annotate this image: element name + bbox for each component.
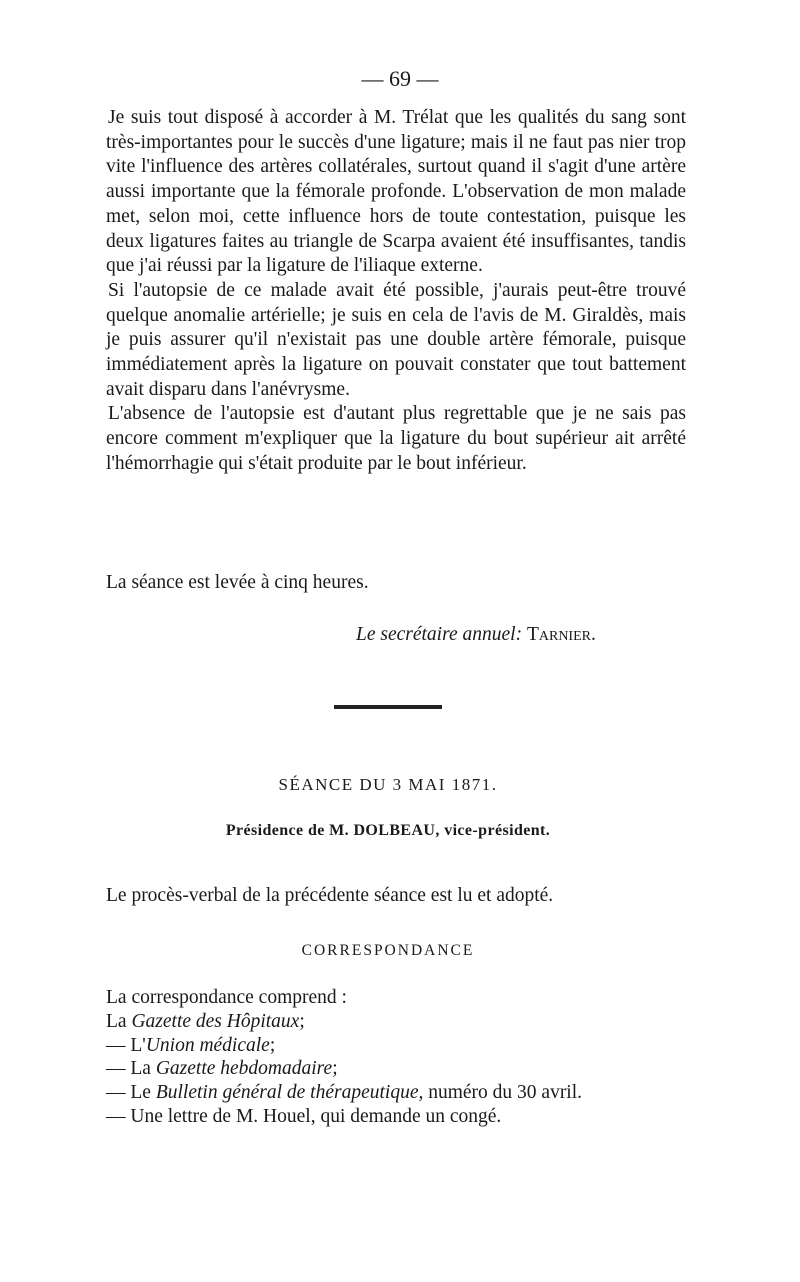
signature-name: Tarnier.: [526, 624, 596, 645]
list-item-prefix: — Le: [106, 1082, 156, 1104]
signature-role: Le secrétaire annuel:: [356, 624, 523, 645]
paragraph-absence: L'absence de l'autopsie est d'autant plus regrettable que je ne sais pas encore comment m'expliquer que la ligature du bout supérieur ait arrêté l'hémorrhagie qui s'était produite par le bout inférieur.: [106, 403, 686, 474]
list-item-suffix: numéro du 30 avril.: [423, 1082, 583, 1104]
paragraph-ligature: Je suis tout disposé à accorder à M. Trélat que les qualités du sang sont très-importantes pour le succès d'une ligature; mais il ne faut pas nier trop vite l'influence des artères collatérales, surtout quand il s'agit d'une artère aussi importante que la fémorale profonde. L'observation de mon malade met, selon moi, cette influence hors de toute contestation, puisque les deux ligatures faites au triangle de Scarpa avaient été insuffisantes, tandis que j'ai réussi par la ligature de l'iliaque externe.: [106, 107, 686, 277]
signature: [356, 624, 596, 646]
list-item: [106, 1081, 666, 1105]
session-title: SÉANCE DU 3 MAI 1871.: [278, 775, 498, 794]
list-item-suffix: ;: [269, 1034, 276, 1056]
page-number: — 69 —: [361, 66, 439, 91]
list-item-suffix: ;: [332, 1058, 338, 1080]
list-item: — Une lettre de M. Houel, qui demande un congé.: [106, 1105, 502, 1127]
paragraph-autopsie: Si l'autopsie de ce malade avait été possible, j'aurais peut-être trouvé quelque anomalie artérielle; je suis en cela de l'avis de M. Giraldès, mais je puis assurer qu'il n'existait pas une double artère fémorale, puisque immédiatement après la ligature on pouvait constater que tout battement avait disparu dans l'anévrysme.: [106, 279, 686, 400]
correspondance-intro: La correspondance comprend :: [106, 987, 347, 1008]
correspondance-list: [106, 986, 666, 1129]
section-divider: [334, 705, 442, 709]
list-item: [106, 1034, 666, 1058]
list-item-prefix: La: [106, 1010, 132, 1032]
list-item-suffix: ;: [299, 1010, 305, 1032]
list-item: [106, 1010, 666, 1034]
journal-title: Union médicale: [145, 1034, 270, 1056]
presidence-line: Présidence de M. DOLBEAU, vice-président.: [225, 822, 551, 839]
journal-title: Gazette des Hôpitaux: [131, 1010, 300, 1032]
list-item-prefix: — La: [106, 1058, 156, 1080]
correspondance-heading: CORRESPONDANCE: [301, 942, 475, 959]
proces-verbal-line: Le procès-verbal de la précédente séance est lu et adopté.: [106, 885, 554, 906]
body-text: [106, 106, 686, 477]
list-item-prefix: — L': [106, 1034, 146, 1056]
list-item: [106, 1057, 666, 1081]
journal-title: Bulletin général de thérapeutique,: [155, 1082, 424, 1104]
journal-title: Gazette hebdomadaire: [155, 1058, 333, 1080]
closing-line: La séance est levée à cinq heures.: [106, 572, 369, 593]
